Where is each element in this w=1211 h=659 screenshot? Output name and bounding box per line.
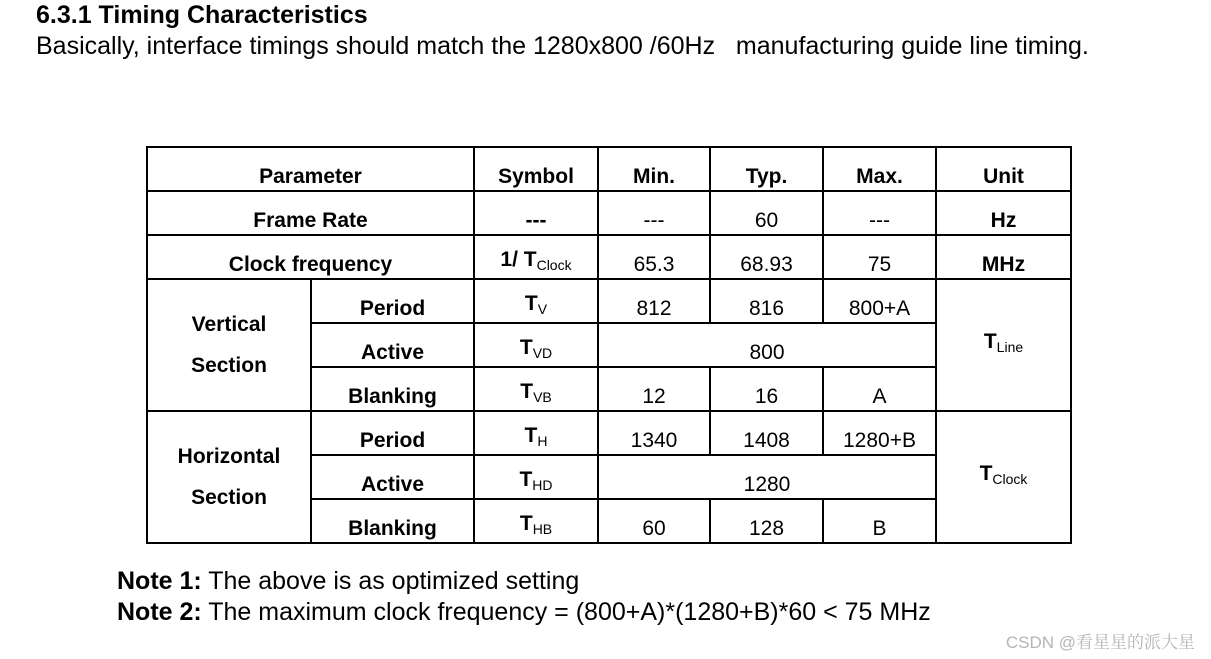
horizontal-blanking-max: B	[823, 499, 936, 543]
intro-paragraph: Basically, interface timings should match the 1280x800 /60Hz manufacturing guide line timing.	[36, 32, 1089, 60]
vertical-period-symbol	[474, 279, 598, 323]
horizontal-blanking-symbol	[474, 499, 598, 543]
table-row-vertical-period	[147, 279, 1071, 323]
horizontal-period-min: 1340	[598, 411, 710, 455]
vertical-blanking-min: 12	[598, 367, 710, 411]
note-2	[117, 597, 931, 628]
vertical-unit	[936, 279, 1071, 411]
vertical-blanking-typ: 16	[710, 367, 823, 411]
vertical-unit-main: T	[983, 330, 997, 353]
horizontal-unit-sub: Clock	[992, 471, 1028, 487]
horizontal-period-symbol	[474, 411, 598, 455]
section-heading: 6.3.1 Timing Characteristics	[36, 1, 368, 29]
vertical-section-line1: Vertical	[191, 312, 267, 336]
vertical-active-symbol-main: T	[519, 336, 533, 359]
note-1-text: The above is as optimized setting	[201, 567, 580, 595]
horizontal-period-label: Period	[311, 411, 474, 455]
vertical-section-label	[147, 279, 311, 411]
horizontal-section-label	[147, 411, 311, 543]
horizontal-period-symbol-main: T	[524, 424, 538, 447]
vertical-unit-sub: Line	[996, 339, 1024, 355]
horizontal-blanking-symbol-sub: HB	[532, 521, 553, 537]
horizontal-active-symbol-main: T	[519, 468, 533, 491]
header-symbol: Symbol	[474, 147, 598, 191]
vertical-active-symbol-sub: VD	[532, 345, 553, 361]
notes-block	[117, 566, 931, 628]
vertical-section-line2: Section	[191, 353, 267, 377]
vertical-active-label: Active	[311, 323, 474, 367]
table-row-frame-rate	[147, 191, 1071, 235]
header-typ: Typ.	[710, 147, 823, 191]
clock-frequency-typ: 68.93	[710, 235, 823, 279]
vertical-period-typ: 816	[710, 279, 823, 323]
vertical-blanking-max: A	[823, 367, 936, 411]
horizontal-blanking-typ: 128	[710, 499, 823, 543]
vertical-blanking-symbol-sub: VB	[533, 389, 552, 405]
vertical-period-max: 800+A	[823, 279, 936, 323]
clock-frequency-min: 65.3	[598, 235, 710, 279]
horizontal-blanking-label: Blanking	[311, 499, 474, 543]
vertical-blanking-symbol	[474, 367, 598, 411]
horizontal-unit-main: T	[979, 462, 993, 485]
clock-frequency-unit: MHz	[936, 235, 1071, 279]
header-max: Max.	[823, 147, 936, 191]
horizontal-active-label: Active	[311, 455, 474, 499]
table-row-horizontal-period	[147, 411, 1071, 455]
vertical-blanking-symbol-main: T	[520, 380, 534, 403]
clock-frequency-parameter: Clock frequency	[147, 235, 474, 279]
table-row-clock-frequency	[147, 235, 1071, 279]
frame-rate-max: ---	[823, 191, 936, 235]
timing-table	[146, 146, 1072, 544]
horizontal-period-symbol-sub: H	[537, 433, 548, 449]
vertical-blanking-label: Blanking	[311, 367, 474, 411]
clock-frequency-symbol	[474, 235, 598, 279]
horizontal-active-value: 1280	[598, 455, 936, 499]
horizontal-section-line1: Horizontal	[177, 444, 281, 468]
frame-rate-unit: Hz	[936, 191, 1071, 235]
horizontal-unit	[936, 411, 1071, 543]
frame-rate-parameter: Frame Rate	[147, 191, 474, 235]
horizontal-period-max: 1280+B	[823, 411, 936, 455]
vertical-period-min: 812	[598, 279, 710, 323]
clock-frequency-symbol-sub: Clock	[536, 257, 572, 273]
clock-frequency-max: 75	[823, 235, 936, 279]
table-header-row	[147, 147, 1071, 191]
vertical-active-symbol	[474, 323, 598, 367]
clock-frequency-symbol-main: 1/ T	[500, 248, 537, 271]
note-1	[117, 566, 931, 597]
frame-rate-min: ---	[598, 191, 710, 235]
header-min: Min.	[598, 147, 710, 191]
frame-rate-symbol: ---	[474, 191, 598, 235]
horizontal-blanking-symbol-main: T	[519, 512, 533, 535]
watermark: CSDN @看星星的派大星	[1005, 633, 1195, 652]
header-unit: Unit	[936, 147, 1071, 191]
header-parameter: Parameter	[147, 147, 474, 191]
note-2-label: Note 2:	[117, 598, 202, 626]
horizontal-active-symbol-sub: HD	[532, 477, 553, 493]
vertical-period-symbol-main: T	[524, 292, 538, 315]
horizontal-blanking-min: 60	[598, 499, 710, 543]
note-2-text: The maximum clock frequency = (800+A)*(1280+B)*60 < 75 MHz	[201, 598, 931, 626]
vertical-period-label: Period	[311, 279, 474, 323]
horizontal-active-symbol	[474, 455, 598, 499]
horizontal-period-typ: 1408	[710, 411, 823, 455]
vertical-active-value: 800	[598, 323, 936, 367]
note-1-label: Note 1:	[117, 567, 202, 595]
frame-rate-typ: 60	[710, 191, 823, 235]
horizontal-section-line2: Section	[191, 485, 267, 509]
vertical-period-symbol-sub: V	[537, 301, 548, 317]
